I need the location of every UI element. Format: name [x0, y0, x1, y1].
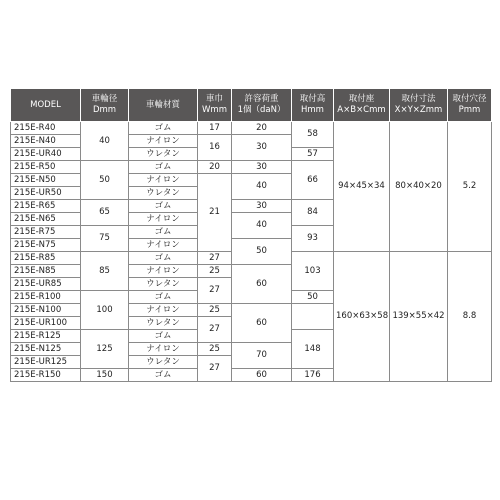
cell-load: 30 — [232, 200, 292, 213]
cell-material: ウレタン — [129, 187, 198, 200]
cell-wheel-diameter: 85 — [81, 252, 129, 291]
cell-load: 30 — [232, 161, 292, 174]
cell-model: 215E-R85 — [11, 252, 81, 265]
cell-material: ゴム — [129, 252, 198, 265]
cell-mount: 139×55×42 — [390, 252, 448, 382]
cell-wheel-diameter: 75 — [81, 226, 129, 252]
cell-model: 215E-N125 — [11, 343, 81, 356]
cell-height: 93 — [292, 226, 334, 252]
cell-model: 215E-N75 — [11, 239, 81, 252]
cell-material: ウレタン — [129, 148, 198, 161]
cell-plate: 160×63×58 — [334, 252, 390, 382]
table-row — [11, 122, 492, 135]
header-model: MODEL — [11, 89, 81, 122]
cell-hole: 8.8 — [448, 252, 492, 382]
cell-load: 50 — [292, 291, 334, 304]
cell-width: 27 — [198, 356, 232, 382]
cell-height: 57 — [292, 148, 334, 161]
cell-wheel-diameter: 150 — [81, 369, 129, 382]
cell-width: 27 — [198, 317, 232, 343]
cell-wheel-diameter: 65 — [81, 200, 129, 226]
header-wheel-width: 車巾 Wmm — [198, 89, 232, 122]
cell-wheel-diameter: 50 — [81, 161, 129, 200]
cell-material: ウレタン — [129, 278, 198, 291]
cell-model: 215E-R150 — [11, 369, 81, 382]
cell-model: 215E-N50 — [11, 174, 81, 187]
cell-model: 215E-R125 — [11, 330, 81, 343]
cell-load: 50 — [232, 239, 292, 265]
cell-hole: 5.2 — [448, 122, 492, 252]
cell-material: ナイロン — [129, 174, 198, 187]
cell-wheel-diameter: 125 — [81, 330, 129, 369]
cell-height: 58 — [292, 122, 334, 148]
cell-material: ゴム — [129, 369, 198, 382]
cell-width: 25 — [198, 265, 232, 278]
cell-material: ゴム — [129, 200, 198, 213]
cell-material: ゴム — [129, 122, 198, 135]
header-row — [11, 89, 492, 122]
cell-wheel-diameter: 100 — [81, 291, 129, 330]
cell-load: 20 — [232, 122, 292, 135]
cell-model: 215E-UR40 — [11, 148, 81, 161]
header-wheel-material: 車輪材質 — [129, 89, 198, 122]
cell-material: ゴム — [129, 161, 198, 174]
header-hole-diameter: 取付穴径 Pmm — [448, 89, 492, 122]
cell-material: ナイロン — [129, 135, 198, 148]
cell-load: 60 — [232, 304, 292, 343]
cell-wheel-diameter: 40 — [81, 122, 129, 161]
cell-model: 215E-N40 — [11, 135, 81, 148]
cell-width: 17 — [198, 122, 232, 135]
cell-height: 176 — [292, 369, 334, 382]
cell-width: 27 — [198, 278, 232, 304]
cell-width: 27 — [198, 252, 232, 265]
cell-load: 40 — [232, 213, 292, 239]
cell-material: ゴム — [129, 291, 198, 304]
cell-height: 148 — [292, 330, 334, 369]
cell-material: ナイロン — [129, 265, 198, 278]
cell-model: 215E-N100 — [11, 304, 81, 317]
cell-width: 20 — [198, 161, 232, 174]
cell-model: 215E-R50 — [11, 161, 81, 174]
cell-mount: 80×40×20 — [390, 122, 448, 252]
cell-plate: 94×45×34 — [334, 122, 390, 252]
cell-width: 25 — [198, 343, 232, 356]
spec-table — [10, 88, 492, 382]
header-wheel-diameter: 車輪径 Dmm — [81, 89, 129, 122]
cell-height: 84 — [292, 200, 334, 226]
cell-model: 215E-R75 — [11, 226, 81, 239]
cell-material: ナイロン — [129, 213, 198, 226]
cell-model: 215E-N65 — [11, 213, 81, 226]
cell-model: 215E-UR85 — [11, 278, 81, 291]
header-mount-height: 取付高 Hmm — [292, 89, 334, 122]
cell-model: 215E-UR50 — [11, 187, 81, 200]
cell-model: 215E-R40 — [11, 122, 81, 135]
cell-height: 66 — [292, 161, 334, 200]
cell-load: 70 — [232, 343, 292, 369]
header-allowable-load: 許容荷重 1個（daN） — [232, 89, 292, 122]
cell-height: 103 — [292, 252, 334, 291]
cell-model: 215E-R65 — [11, 200, 81, 213]
cell-model: 215E-N85 — [11, 265, 81, 278]
header-mount-plate: 取付座 A×B×Cmm — [334, 89, 390, 122]
cell-model: 215E-R100 — [11, 291, 81, 304]
cell-width: 25 — [198, 304, 232, 317]
cell-material: ゴム — [129, 330, 198, 343]
cell-width: 16 — [198, 135, 232, 161]
cell-material: ウレタン — [129, 356, 198, 369]
cell-model: 215E-UR100 — [11, 317, 81, 330]
cell-width: 21 — [198, 174, 232, 252]
cell-material: ナイロン — [129, 239, 198, 252]
header-mount-dimensions: 取付寸法 X×Y×Zmm — [390, 89, 448, 122]
cell-material: ゴム — [129, 226, 198, 239]
cell-load: 30 — [232, 135, 292, 161]
cell-load: 40 — [232, 174, 292, 200]
cell-material: ナイロン — [129, 343, 198, 356]
cell-model: 215E-UR125 — [11, 356, 81, 369]
cell-material: ウレタン — [129, 317, 198, 330]
cell-load: 60 — [232, 369, 292, 382]
cell-material: ナイロン — [129, 304, 198, 317]
cell-load: 60 — [232, 265, 292, 304]
